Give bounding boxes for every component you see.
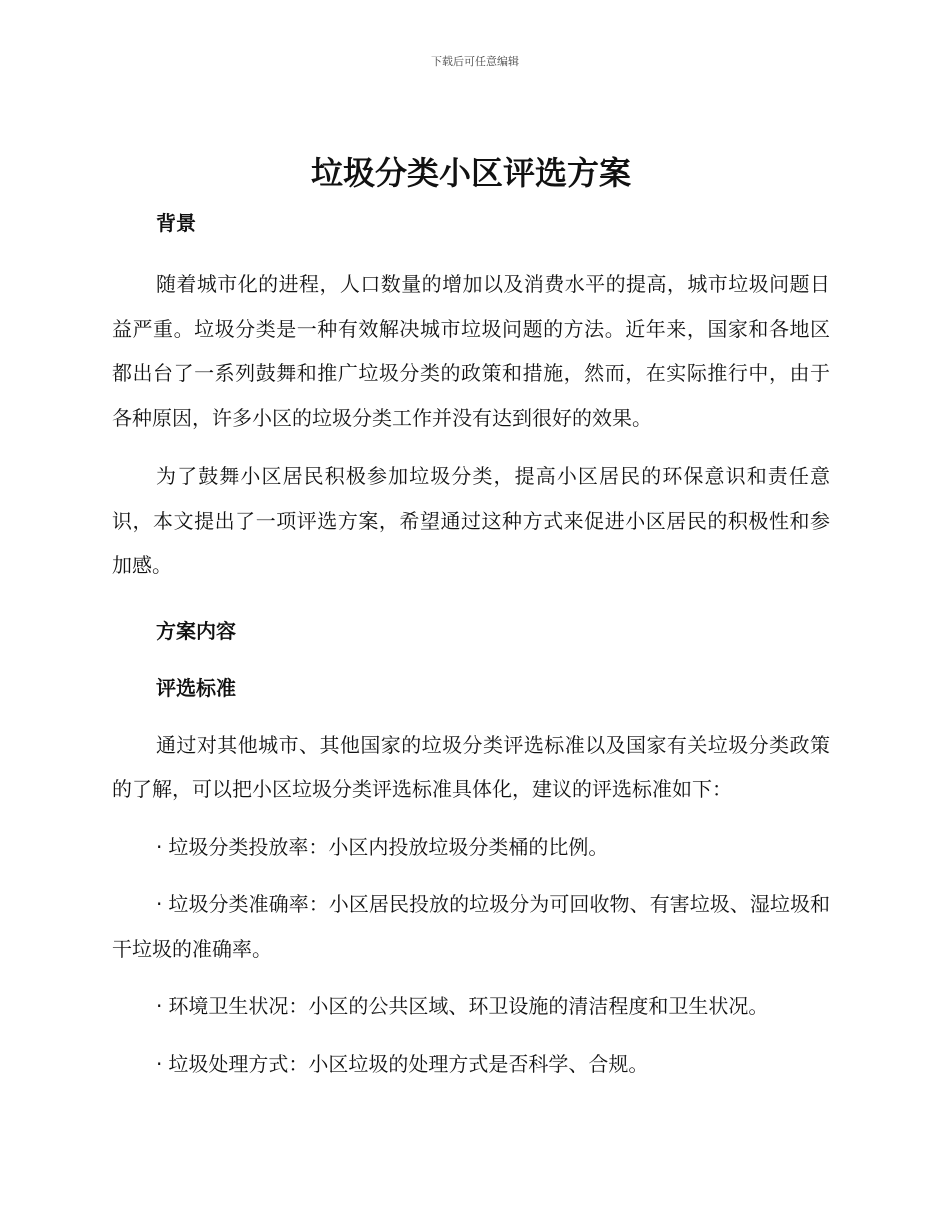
bullet-dot-icon: ·	[156, 892, 163, 916]
section-heading-background: 背景	[156, 211, 196, 235]
criteria-item	[112, 882, 830, 971]
criteria-item	[112, 1042, 830, 1087]
background-paragraph-1: 随着城市化的进程，人口数量的增加以及消费水平的提高，城市垃圾问题日益严重。垃圾分类是一种有效解决城市垃圾问题的方法。近年来，国家和各地区都出台了一系列鼓舞和推广垃圾分类的政策和措施，然而，在实际推行中，由于各种原因，许多小区的垃圾分类工作并没有达到很好的效果。	[112, 272, 830, 430]
bullet-dot-icon: ·	[156, 994, 163, 1018]
section-heading-criteria: 评选标准	[156, 675, 236, 700]
section-heading-plan: 方案内容	[156, 618, 236, 643]
criteria-item-text: 垃圾分类准确率：小区居民投放的垃圾分为可回收物、有害垃圾、湿垃圾和干垃圾的准确率。	[112, 892, 830, 961]
background-paragraph-2: 为了鼓舞小区居民积极参加垃圾分类，提高小区居民的环保意识和责任意识，本文提出了一项评选方案，希望通过这种方式来促进小区居民的积极性和参加感。	[112, 464, 830, 577]
bullet-dot-icon: ·	[156, 834, 163, 859]
criteria-item-text: 垃圾分类投放率：小区内投放垃圾分类桶的比例。	[168, 834, 609, 859]
criteria-item-text: 环境卫生状况：小区的公共区域、环卫设施的清洁程度和卫生状况。	[168, 994, 769, 1018]
bullet-dot-icon: ·	[156, 1051, 163, 1076]
document-body	[112, 150, 830, 1086]
criteria-intro-paragraph: 通过对其他城市、其他国家的垃圾分类评选标准以及国家有关垃圾分类政策的了解，可以把小区垃圾分类评选标准具体化，建议的评选标准如下：	[112, 732, 830, 801]
document-title: 垃圾分类小区评选方案	[310, 154, 631, 192]
criteria-item	[112, 825, 830, 870]
criteria-item	[112, 984, 830, 1029]
page-header-note: 下载后可任意编辑	[431, 55, 519, 68]
criteria-item-text: 垃圾处理方式：小区垃圾的处理方式是否科学、合规。	[168, 1051, 649, 1076]
